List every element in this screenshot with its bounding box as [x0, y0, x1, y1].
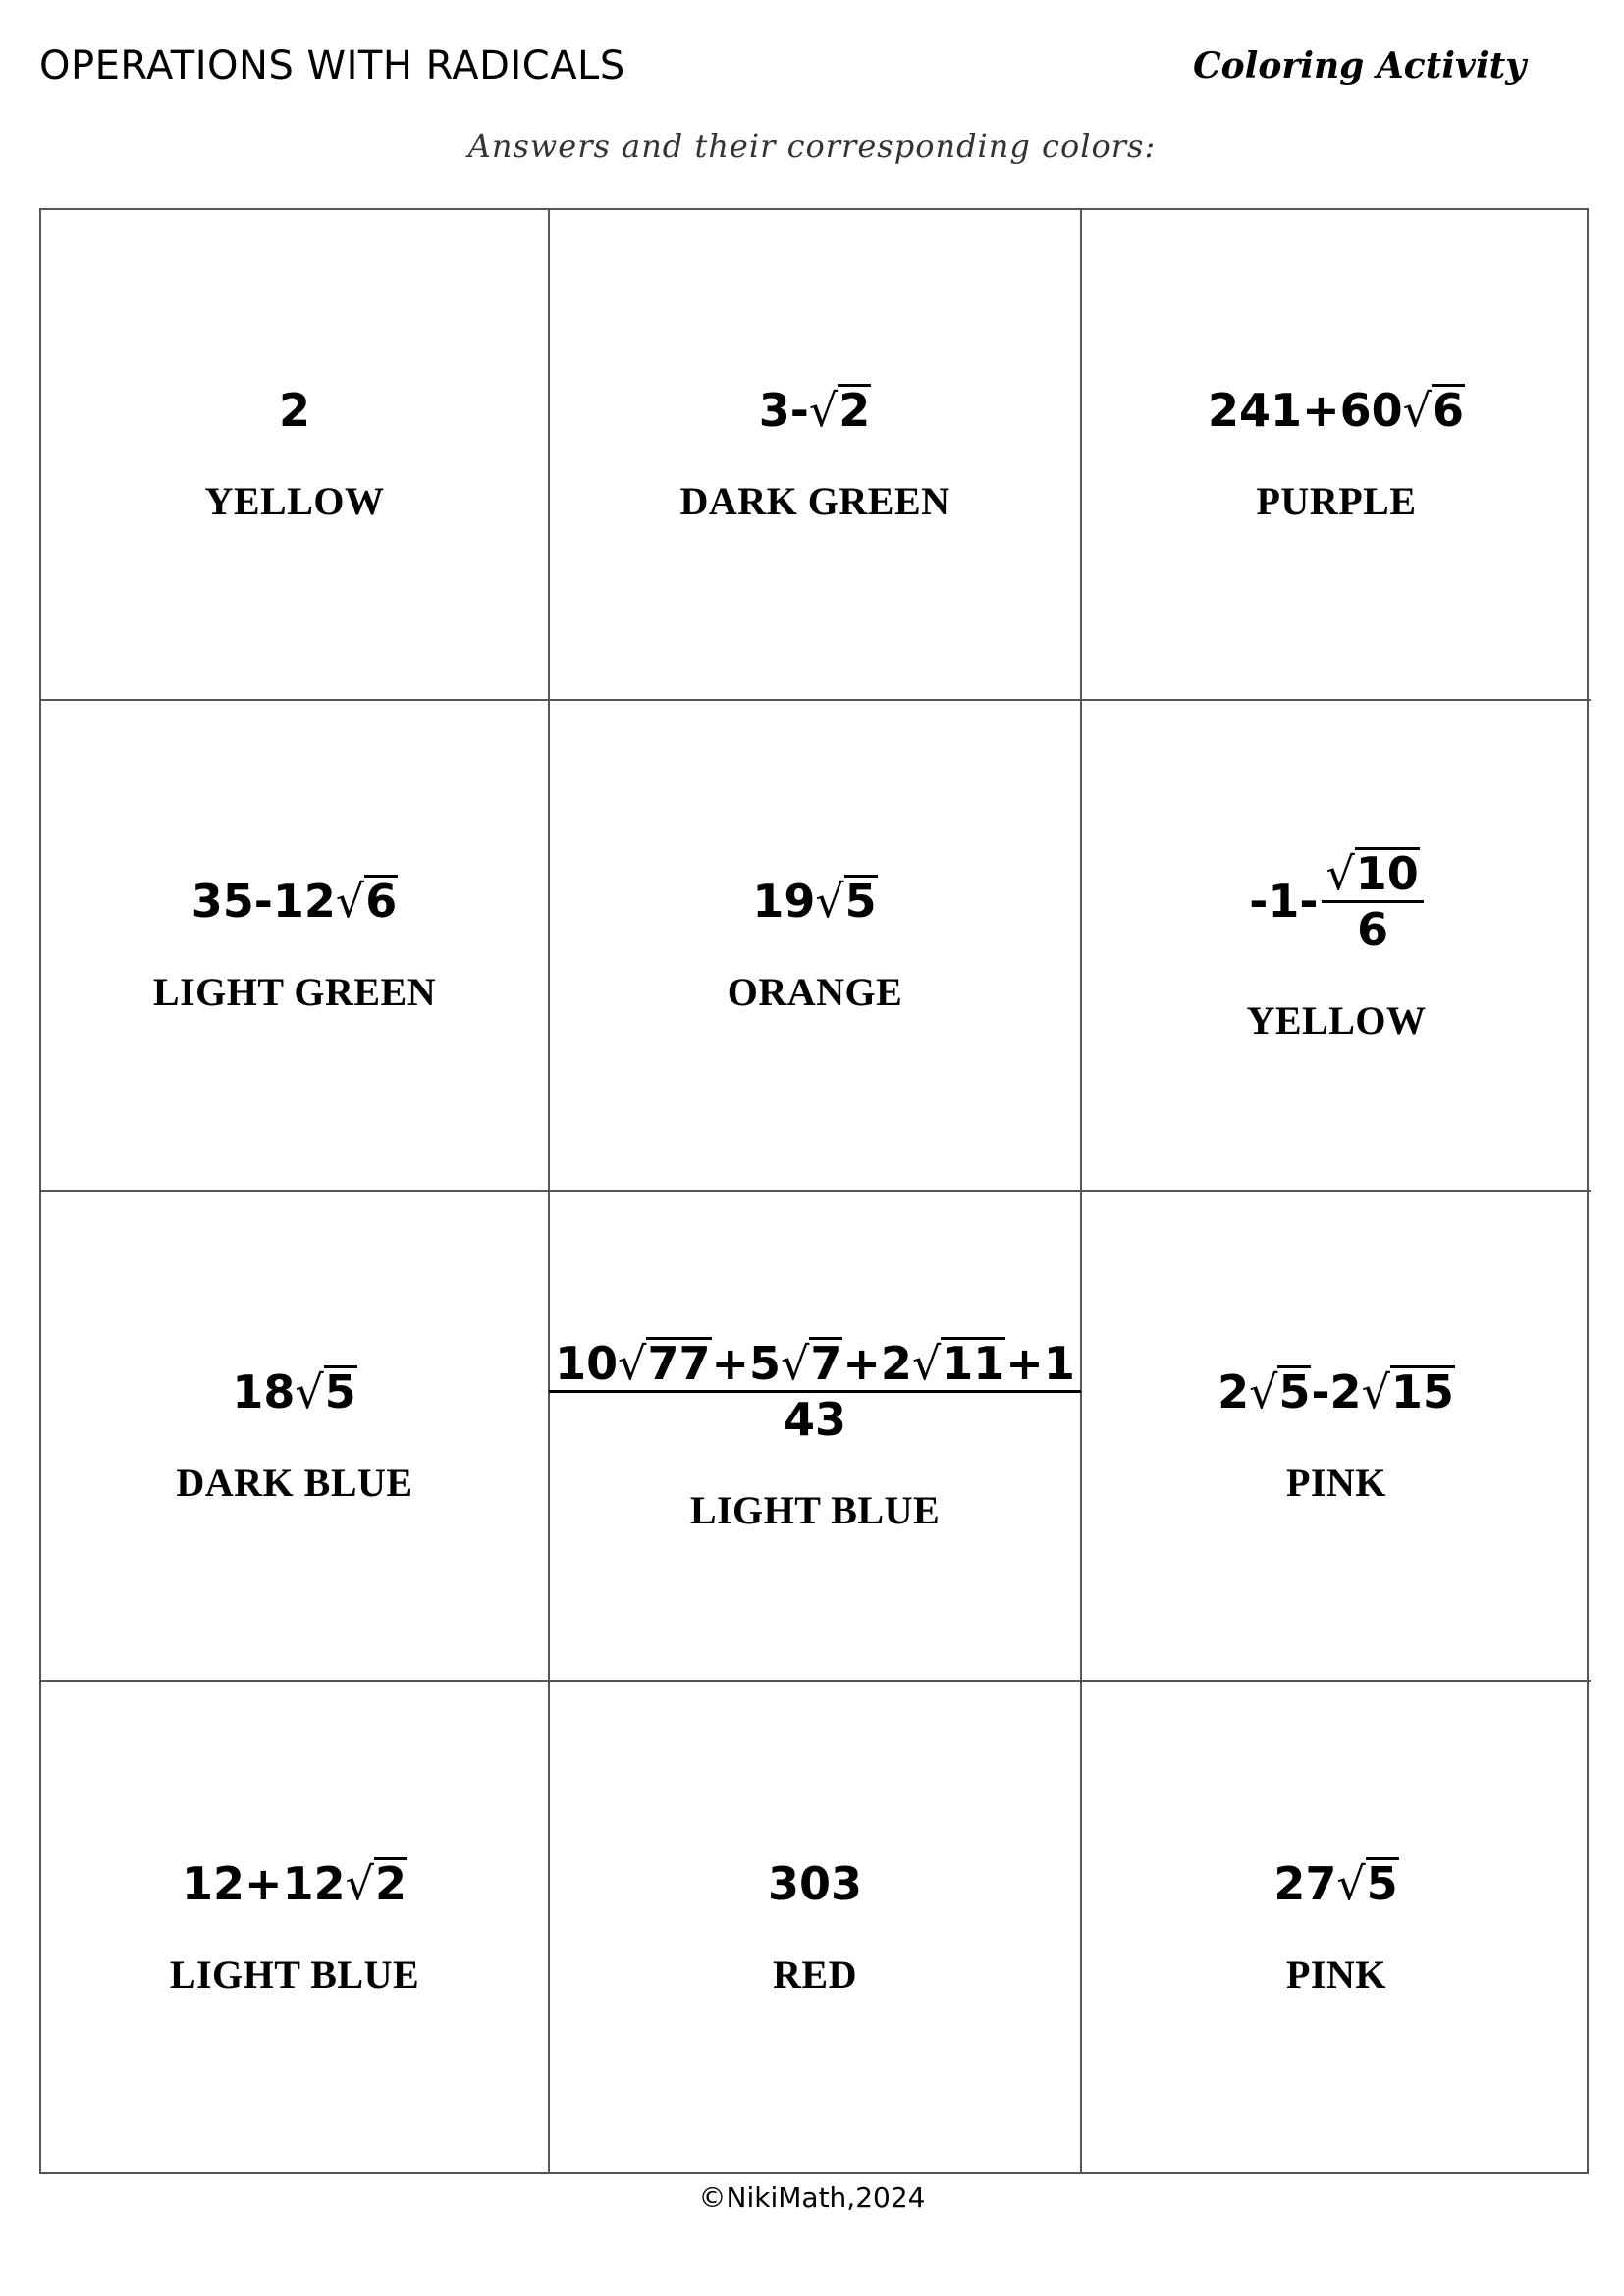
sqrt-symbol: √: [1326, 846, 1355, 900]
color-label: RED: [773, 1951, 857, 1997]
answer-expression: [768, 1857, 862, 1910]
color-label: LIGHT GREEN: [152, 970, 437, 1015]
page-title: OPERATIONS WITH RADICALS: [39, 43, 625, 88]
radicand: 5: [1366, 1856, 1398, 1910]
answer-expression: [752, 875, 877, 928]
radicand: 15: [1390, 1364, 1454, 1418]
radical: [1249, 1365, 1311, 1418]
color-label: YELLOW: [204, 479, 385, 524]
radicand: 2: [374, 1856, 406, 1910]
answer-color-grid: [39, 208, 1589, 2174]
answer-cell: [41, 1682, 550, 2172]
answer-term: +1: [1005, 1337, 1075, 1391]
sqrt-symbol: √: [1402, 384, 1432, 438]
answer-expression: [1218, 1365, 1455, 1418]
color-label: ORANGE: [727, 970, 903, 1015]
answer-cell: [41, 701, 550, 1192]
answer-term: 241+60: [1208, 384, 1403, 438]
color-label: DARK BLUE: [176, 1460, 413, 1505]
answer-term: 18: [232, 1364, 296, 1418]
radicand: 5: [324, 1364, 356, 1418]
color-label: DARK GREEN: [679, 479, 950, 524]
answer-expression: [191, 875, 398, 928]
radical: [1403, 384, 1465, 437]
answer-term: 35-12: [190, 875, 336, 929]
radical: [336, 875, 398, 928]
answer-term: 2: [1218, 1364, 1250, 1418]
answer-cell: [41, 210, 550, 701]
sqrt-symbol: √: [781, 1337, 810, 1391]
sqrt-symbol: √: [815, 875, 844, 929]
answer-term: -2: [1311, 1364, 1362, 1418]
color-label: PURPLE: [1256, 479, 1417, 524]
answer-cell: [550, 1682, 1082, 2172]
answer-term: +5: [711, 1337, 782, 1391]
radical: [1336, 1857, 1398, 1910]
answer-term: +2: [842, 1337, 912, 1391]
sqrt-symbol: √: [618, 1337, 647, 1391]
radical: [295, 1365, 356, 1418]
sqrt-symbol: √: [1361, 1364, 1390, 1418]
sqrt-symbol: √: [345, 1856, 374, 1910]
answer-cell: [41, 1192, 550, 1682]
answer-term: 19: [752, 875, 816, 929]
color-label: YELLOW: [1246, 997, 1427, 1042]
color-label: PINK: [1286, 1951, 1386, 1997]
color-label: LIGHT BLUE: [689, 1488, 941, 1533]
answer-term: 12+12: [182, 1856, 346, 1910]
activity-label: Coloring Activity: [1193, 45, 1527, 86]
fraction-denominator: 6: [1357, 902, 1389, 956]
sqrt-symbol: √: [1336, 1856, 1366, 1910]
answer-cell: [1082, 210, 1591, 701]
subtitle: Answers and their corresponding colors:: [467, 128, 1157, 165]
sqrt-symbol: √: [911, 1337, 942, 1391]
answer-number: 2: [278, 384, 310, 438]
answer-cell: [550, 701, 1082, 1192]
answer-expression: [1249, 847, 1424, 956]
radicand: 6: [365, 875, 398, 929]
answer-expression: [549, 1337, 1081, 1446]
answer-term: 10: [555, 1337, 619, 1391]
radical: [912, 1337, 1005, 1390]
answer-cell: [1082, 701, 1591, 1192]
radicand: 10: [1355, 846, 1419, 900]
answer-expression: [232, 1365, 356, 1418]
answer-number: 303: [767, 1856, 863, 1910]
radical: [346, 1857, 407, 1910]
radical: [781, 1337, 842, 1390]
sqrt-symbol: √: [1249, 1364, 1278, 1418]
answer-cell: [1082, 1192, 1591, 1682]
fraction: [1322, 847, 1423, 956]
radical: [809, 384, 871, 437]
answer-cell: [550, 1192, 1082, 1682]
answer-expression: [279, 384, 310, 437]
color-label: PINK: [1286, 1460, 1386, 1505]
radicand: 77: [647, 1337, 711, 1391]
color-label: LIGHT BLUE: [169, 1951, 420, 1997]
answer-expression: [1273, 1857, 1398, 1910]
answer-expression: [759, 384, 871, 437]
radicand: 7: [810, 1337, 842, 1391]
answer-cell: [550, 210, 1082, 701]
fraction-numerator: [549, 1337, 1081, 1393]
fraction-denominator: 43: [783, 1393, 846, 1447]
radicand: 2: [839, 384, 871, 438]
answer-expression: [1208, 384, 1465, 437]
answer-term: 3-: [758, 384, 809, 438]
radical: [1326, 847, 1419, 900]
answer-term: -1-: [1249, 875, 1319, 929]
radical: [815, 875, 877, 928]
copyright-footer: ©NikiMath,2024: [698, 2181, 926, 2214]
radical: [1362, 1365, 1455, 1418]
radicand: 5: [1278, 1364, 1311, 1418]
radicand: 5: [844, 875, 877, 929]
radicand: 11: [942, 1337, 1005, 1391]
radical: [618, 1337, 711, 1390]
sqrt-symbol: √: [335, 875, 365, 929]
page-header: [39, 43, 1585, 102]
sqrt-symbol: √: [808, 384, 839, 438]
answer-expression: [182, 1857, 407, 1910]
answer-term: 27: [1273, 1856, 1337, 1910]
sqrt-symbol: √: [295, 1364, 324, 1418]
answer-cell: [1082, 1682, 1591, 2172]
fraction-numerator: [1322, 847, 1423, 903]
radicand: 6: [1432, 384, 1464, 438]
